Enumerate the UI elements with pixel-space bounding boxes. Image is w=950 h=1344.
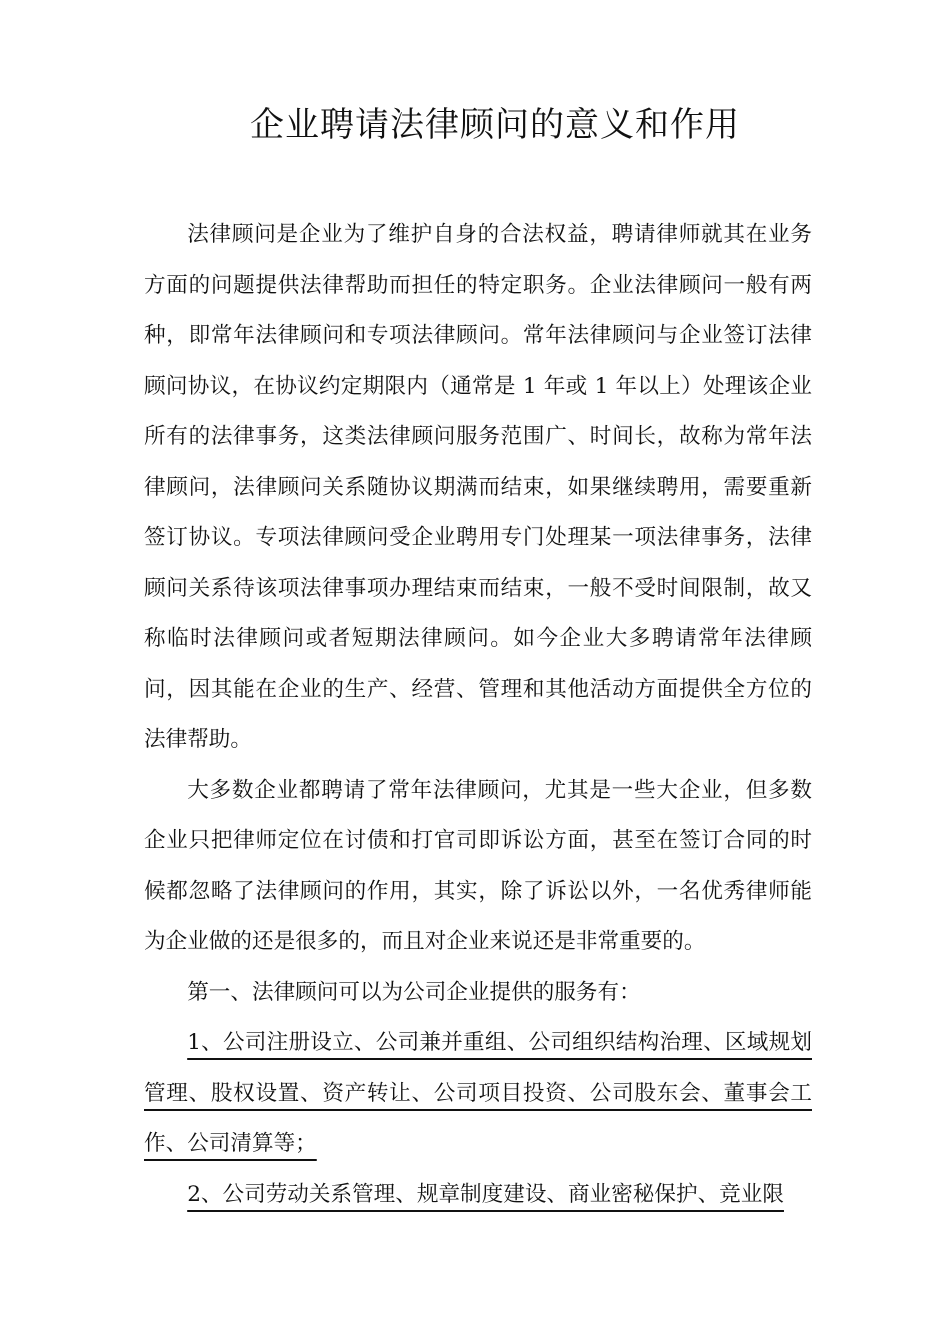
paragraph-intro: 法律顾问是企业为了维护自身的合法权益，聘请律师就其在业务方面的问题提供法律帮助而担任的特定职务。企业法律顾问一般有两种，即常年法律顾问和专项法律顾问。常年法律顾问与企业签订法律顾问协议，在协议约定期限内（通常是 1 年或 1 年以上）处理该企业所有的法律事务，这类法律顾问服务范围广、时间长，故称为常年法律顾问，法律顾问关系随协议期满而结束，如果继续聘用，需要重新签订协议。专项法律顾问受企业聘用专门处理某一项法律事务，法律顾问关系待该项法律事项办理结束而结束，一般不受时间限制，故又称临时法律顾问或者短期法律顾问。如今企业大多聘请常年法律顾问，因其能在企业的生产、经营、管理和其他活动方面提供全方位的法律帮助。	[144, 222, 812, 752]
list-item-2	[144, 1170, 812, 1221]
list-item-1-text: 1、公司注册设立、公司兼并重组、公司组织结构治理、区域规划管理、股权设置、资产转让、公司项目投资、公司股东会、董事会工作、公司清算等；	[144, 1030, 812, 1156]
list-item-2-text: 2、公司劳动关系管理、规章制度建设、商业密秘保护、竞业限	[187, 1181, 784, 1207]
document-body	[144, 210, 812, 1220]
document-title: 企业聘请法律顾问的意义和作用	[250, 105, 740, 145]
paragraph-context: 大多数企业都聘请了常年法律顾问，尤其是一些大企业，但多数企业只把律师定位在讨债和打官司即诉讼方面，甚至在签订合同的时候都忽略了法律顾问的作用，其实，除了诉讼以外，一名优秀律师能为企业做的还是很多的，而且对企业来说还是非常重要的。	[144, 777, 812, 954]
paragraph-section-heading: 第一、法律顾问可以为公司企业提供的服务有：	[187, 979, 641, 1005]
list-item-1	[144, 1018, 812, 1170]
